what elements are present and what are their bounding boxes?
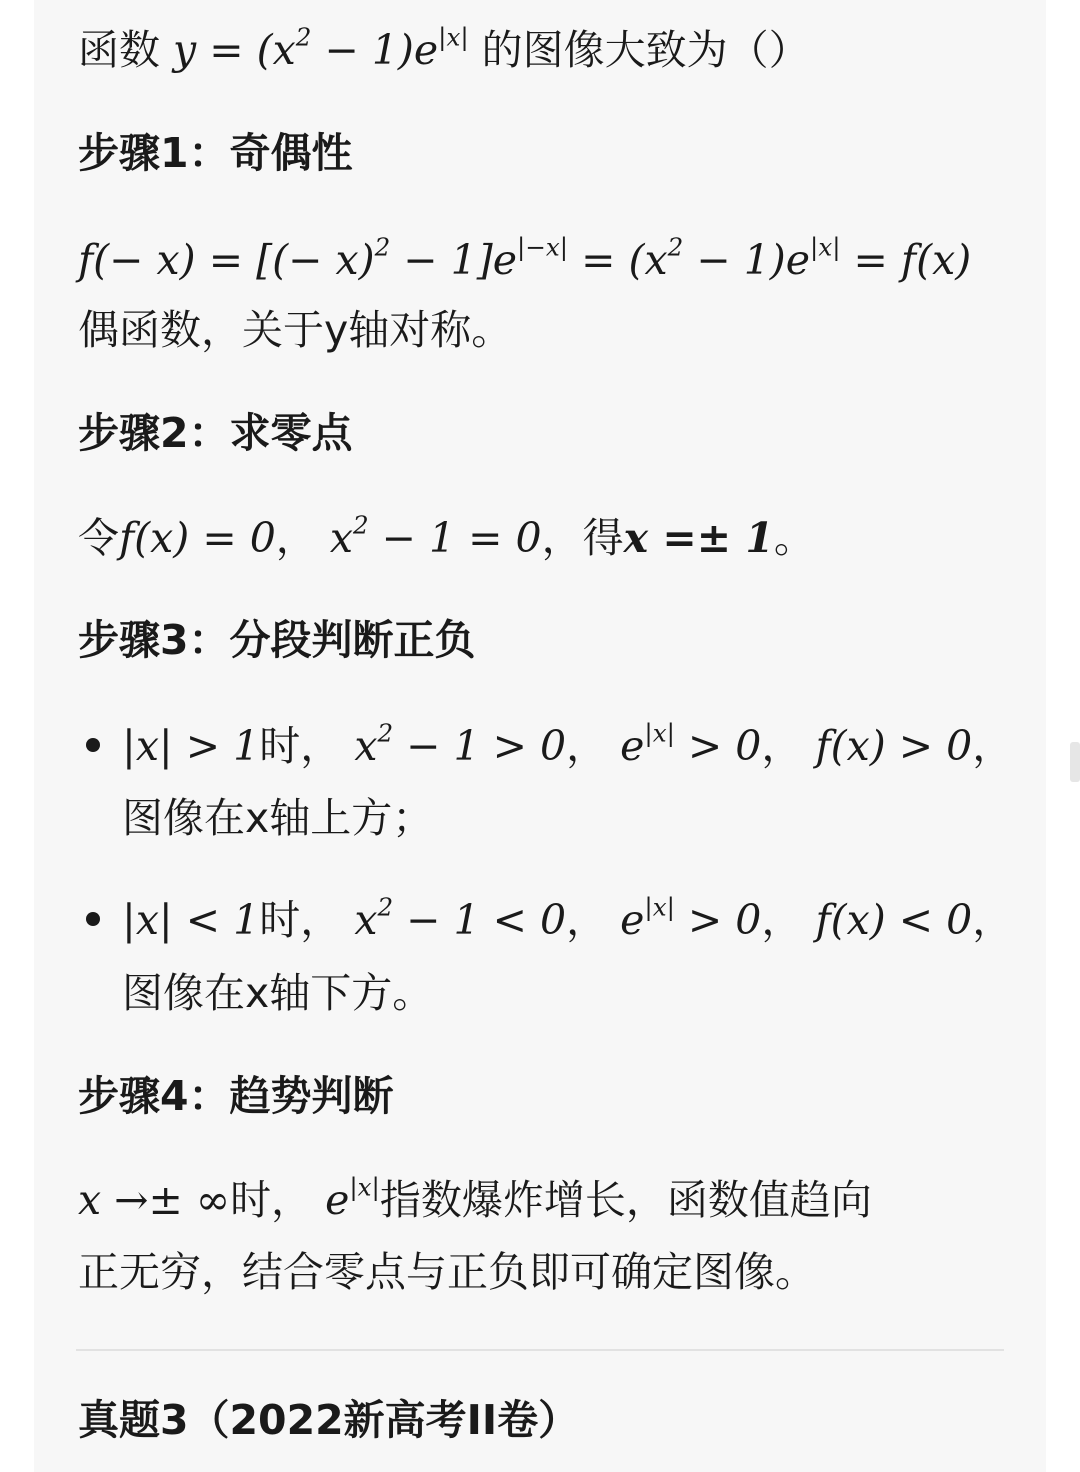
section-title: 真题3（2022新高考II卷） <box>78 1396 580 1444</box>
text-part: ， <box>761 896 803 944</box>
math-part: > 0 <box>674 722 762 770</box>
text-part: 指数爆炸增长，函数值趋向 <box>379 1176 872 1224</box>
body-text: 偶函数，关于y轴对称。 <box>78 306 513 354</box>
math-part: x <box>354 896 378 944</box>
math-part: x <box>329 514 353 562</box>
math-part: = (x <box>568 236 668 284</box>
text-part: 时， <box>230 1176 313 1224</box>
math-part: f(x) = 0 <box>119 514 276 562</box>
text-part: ，得 <box>541 514 624 562</box>
text-part: ， <box>761 722 803 770</box>
bullet-dot <box>86 912 100 926</box>
formula-part: − 1)e <box>311 26 439 74</box>
math-part <box>354 892 567 944</box>
text-part: ， <box>972 896 1014 944</box>
math-exponent: 2 <box>667 232 684 262</box>
formula-part: y = (x <box>173 26 296 74</box>
text-part: 令 <box>78 514 119 562</box>
math-exponent: 2 <box>377 718 394 748</box>
math-part: |x| < 1 <box>122 896 260 944</box>
text-part: 。 <box>773 514 815 562</box>
math-part: x →± ∞ <box>78 1176 231 1224</box>
bullet-dot <box>86 738 100 752</box>
math-part: − 1 = 0 <box>368 514 542 562</box>
bullet-text: 图像在x轴下方。 <box>122 969 434 1017</box>
math-part: − 1)e <box>683 236 811 284</box>
bullet-line <box>122 718 1013 774</box>
body-line <box>78 1172 872 1228</box>
bullet-text: 图像在x轴上方； <box>122 794 434 842</box>
step-heading: 步骤4：趋势判断 <box>78 1072 394 1120</box>
math-part: f(x) > 0 <box>815 722 973 770</box>
question-formula <box>173 22 469 74</box>
formula-exponent: |x| <box>438 22 469 52</box>
question-suffix: 的图像大致为（） <box>481 26 810 74</box>
math-part: e <box>325 1176 350 1224</box>
scrollbar-thumb[interactable] <box>1070 742 1080 782</box>
math-part: − 1 > 0 <box>393 722 567 770</box>
math-exponent: |x| <box>810 232 841 262</box>
math-exponent: |x| <box>644 718 675 748</box>
bullet-line <box>122 892 1013 948</box>
text-part: ， <box>972 722 1014 770</box>
math-exponent: 2 <box>374 232 391 262</box>
math-part: − 1 < 0 <box>393 896 567 944</box>
math-part: − 1]e <box>390 236 518 284</box>
text-part: ， <box>275 514 317 562</box>
math-part <box>620 718 762 770</box>
question-prefix: 函数 <box>78 26 160 74</box>
math-part: = f(x) <box>840 236 972 284</box>
math-exponent: 2 <box>377 892 394 922</box>
math-part: e <box>620 722 645 770</box>
question-line <box>78 22 810 78</box>
math-line <box>78 232 971 288</box>
math-part <box>354 718 567 770</box>
math-exponent: |−x| <box>517 232 569 262</box>
body-line <box>78 510 815 566</box>
text-part: ， <box>566 722 608 770</box>
math-exponent: 2 <box>352 510 369 540</box>
math-part: x =± 1 <box>623 514 774 562</box>
text-part: 时， <box>259 722 342 770</box>
math-part: x <box>354 722 378 770</box>
text-part: ， <box>566 896 608 944</box>
math-part <box>325 1172 380 1224</box>
body-text: 正无穷，结合零点与正负即可确定图像。 <box>78 1248 816 1296</box>
section-divider <box>76 1349 1004 1351</box>
math-part <box>620 892 762 944</box>
math-exponent: |x| <box>349 1172 380 1202</box>
math-part: f(− x) = [(− x) <box>78 236 375 284</box>
step-heading: 步骤1：奇偶性 <box>78 129 353 177</box>
text-part: 时， <box>259 896 342 944</box>
math-part: |x| > 1 <box>122 722 260 770</box>
math-part: f(x) < 0 <box>815 896 973 944</box>
math-part <box>329 510 542 562</box>
step-heading: 步骤2：求零点 <box>78 409 353 457</box>
math-exponent: |x| <box>644 892 675 922</box>
formula-exponent: 2 <box>295 22 312 52</box>
math-part: e <box>620 896 645 944</box>
step-heading: 步骤3：分段判断正负 <box>78 616 476 664</box>
math-part: > 0 <box>674 896 762 944</box>
